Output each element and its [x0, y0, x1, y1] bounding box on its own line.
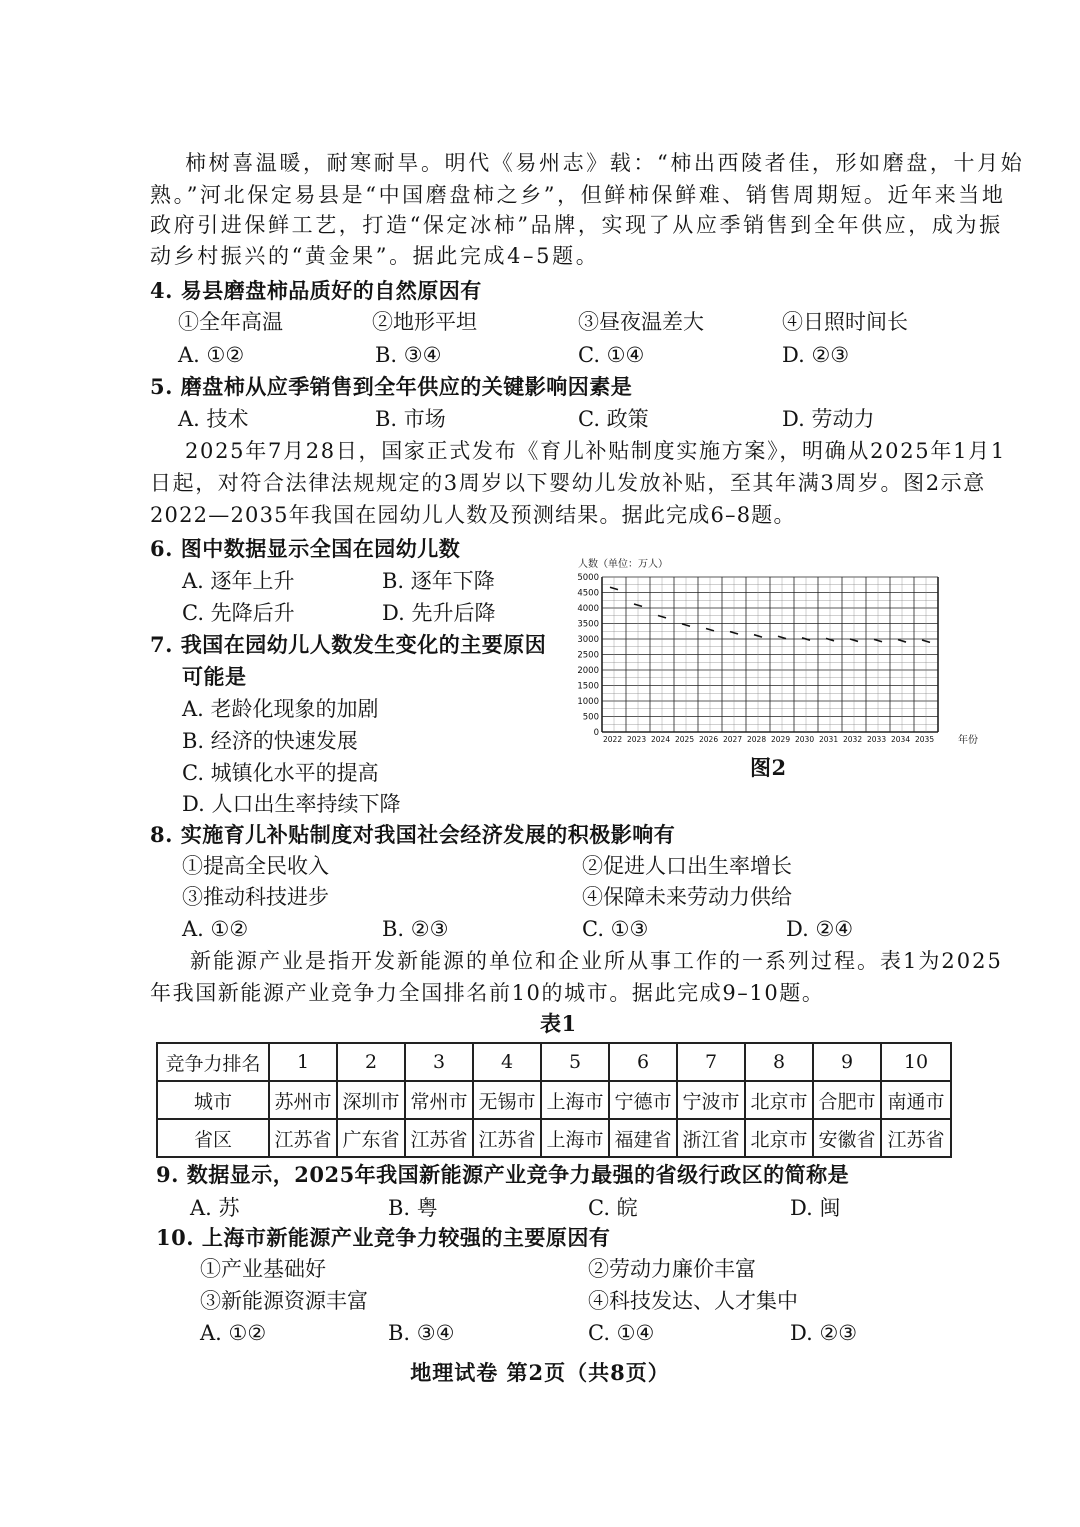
q4-stem: 4. 易县磨盘柿品质好的自然原因有 — [150, 278, 482, 303]
city-cell: 南通市 — [881, 1081, 951, 1119]
y-tick-label: 3000 — [577, 635, 599, 645]
passage2-line1: 2025年7月28日，国家正式发布《育儿补贴制度实施方案》，明确从2025年1月1 — [185, 439, 1006, 463]
row-label: 竞争力排名 — [157, 1043, 269, 1081]
y-tick-label: 4500 — [577, 588, 599, 599]
rank-cell: 4 — [473, 1043, 541, 1081]
q9-choice-b[interactable]: B. 粤 — [388, 1196, 438, 1220]
city-cell: 北京市 — [745, 1081, 813, 1119]
table-row-rank — [157, 1043, 951, 1081]
figure2-caption: 图2 — [750, 755, 787, 780]
rank-cell: 7 — [677, 1043, 745, 1081]
q6-stem: 6. 图中数据显示全国在园幼儿数 — [150, 536, 461, 561]
y-tick-label: 2500 — [577, 650, 599, 661]
q10-choice-a[interactable]: A. ①② — [200, 1321, 267, 1345]
y-tick-label: 4000 — [577, 604, 599, 614]
q10-item-3: ③新能源资源丰富 — [200, 1289, 368, 1313]
city-cell: 上海市 — [541, 1081, 609, 1119]
q8-item-2: ②促进人口出生率增长 — [582, 854, 792, 878]
province-cell: 浙江省 — [677, 1119, 745, 1157]
q4-choice-b[interactable]: B. ③④ — [375, 343, 442, 367]
rank-cell: 2 — [337, 1043, 405, 1081]
q4-choice-d[interactable]: D. ②③ — [782, 343, 850, 367]
q7-choice-c[interactable]: C. 城镇化水平的提高 — [182, 761, 379, 785]
figure2-line-chart — [572, 555, 978, 755]
city-cell: 深圳市 — [337, 1081, 405, 1119]
city-cell: 苏州市 — [269, 1081, 337, 1119]
x-tick-label: 2030 — [795, 735, 815, 744]
passage1-line4: 动乡村振兴的“黄金果”。据此完成4–5题。 — [150, 244, 600, 268]
passage1-line2: 熟。”河北保定易县是“中国磨盘柿之乡”，但鲜柿保鲜难、销售周期短。近年来当地 — [150, 183, 1006, 207]
x-tick-label: 2029 — [771, 735, 791, 744]
y-tick-label: 5000 — [577, 573, 599, 583]
rank-cell: 9 — [813, 1043, 881, 1081]
page-footer: 地理试卷 第2页（共8页） — [410, 1360, 670, 1385]
q7-choice-d[interactable]: D. 人口出生率持续下降 — [182, 792, 401, 816]
rank-cell: 3 — [405, 1043, 473, 1081]
province-cell: 广东省 — [337, 1119, 405, 1157]
city-cell: 无锡市 — [473, 1081, 541, 1119]
rank-cell: 5 — [541, 1043, 609, 1081]
q5-stem: 5. 磨盘柿从应季销售到全年供应的关键影响因素是 — [150, 374, 633, 399]
q8-choice-d[interactable]: D. ②④ — [786, 917, 854, 941]
q6-choice-a[interactable]: A. 逐年上升 — [182, 569, 295, 593]
chart-x-ticks — [603, 735, 934, 744]
x-tick-label: 2024 — [651, 735, 671, 744]
q9-choice-a[interactable]: A. 苏 — [190, 1196, 240, 1220]
x-tick-label: 2031 — [819, 735, 839, 744]
q5-choice-c[interactable]: C. 政策 — [578, 407, 649, 431]
x-tick-label: 2026 — [699, 735, 719, 744]
table1-caption: 表1 — [540, 1011, 577, 1036]
q7-stem-continued: 可能是 — [182, 664, 247, 689]
chart-x-axis-label: 年份 — [958, 735, 978, 746]
passage1-line1: 柿树喜温暖，耐寒耐旱。明代《易州志》载：“柿出西陵者佳，形如磨盘，十月始 — [185, 151, 1025, 175]
passage2-line2: 日起，对符合法律法规规定的3周岁以下婴幼儿发放补贴，至其年满3周岁。图2示意 — [150, 471, 986, 495]
city-cell: 宁德市 — [609, 1081, 677, 1119]
q5-choice-a[interactable]: A. 技术 — [178, 407, 249, 431]
q9-choice-d[interactable]: D. 闽 — [790, 1196, 841, 1220]
passage1-line3: 政府引进保鲜工艺，打造“保定冰柿”品牌，实现了从应季销售到全年供应，成为振 — [150, 213, 1003, 237]
x-tick-label: 2022 — [603, 735, 623, 744]
q5-choice-b[interactable]: B. 市场 — [375, 407, 446, 431]
y-tick-label: 1000 — [577, 697, 599, 707]
passage3-line1: 新能源产业是指开发新能源的单位和企业所从事工作的一系列过程。表1为2025 — [190, 949, 1003, 973]
table1 — [156, 1042, 952, 1158]
q4-choice-c[interactable]: C. ①④ — [578, 343, 645, 367]
y-tick-label: 1500 — [577, 681, 599, 692]
passage2-line3: 2022—2035年我国在园幼儿人数及预测结果。据此完成6–8题。 — [150, 503, 796, 527]
x-tick-label: 2035 — [915, 735, 935, 744]
q10-stem: 10. 上海市新能源产业竞争力较强的主要原因有 — [156, 1225, 611, 1250]
q8-choice-a[interactable]: A. ①② — [182, 917, 249, 941]
y-tick-label: 0 — [593, 728, 599, 738]
y-tick-label: 2000 — [577, 666, 599, 676]
table-row-city — [157, 1081, 951, 1119]
city-cell: 合肥市 — [813, 1081, 881, 1119]
q8-choice-b[interactable]: B. ②③ — [382, 917, 449, 941]
q7-choice-a[interactable]: A. 老龄化现象的加剧 — [182, 697, 379, 721]
province-cell: 江苏省 — [881, 1119, 951, 1157]
x-tick-label: 2028 — [747, 735, 767, 744]
q4-item-4: ④日照时间长 — [782, 310, 908, 334]
q6-choice-b[interactable]: B. 逐年下降 — [382, 569, 495, 593]
row-label: 省区 — [157, 1119, 269, 1157]
province-cell: 上海市 — [541, 1119, 609, 1157]
q4-item-1: ①全年高温 — [178, 310, 283, 334]
rank-cell: 8 — [745, 1043, 813, 1081]
province-cell: 北京市 — [745, 1119, 813, 1157]
province-cell: 江苏省 — [473, 1119, 541, 1157]
q10-choice-d[interactable]: D. ②③ — [790, 1321, 858, 1345]
q8-stem: 8. 实施育儿补贴制度对我国社会经济发展的积极影响有 — [150, 822, 676, 847]
q9-choice-c[interactable]: C. 皖 — [588, 1196, 638, 1220]
q10-item-1: ①产业基础好 — [200, 1257, 326, 1281]
q8-choice-c[interactable]: C. ①③ — [582, 917, 649, 941]
province-cell: 江苏省 — [269, 1119, 337, 1157]
city-cell: 常州市 — [405, 1081, 473, 1119]
province-cell: 江苏省 — [405, 1119, 473, 1157]
x-tick-label: 2033 — [867, 735, 887, 744]
q10-item-4: ④科技发达、人才集中 — [588, 1289, 798, 1313]
x-tick-label: 2027 — [723, 735, 743, 744]
chart-y-ticks — [577, 573, 599, 738]
rank-cell: 10 — [881, 1043, 951, 1081]
row-label: 城市 — [157, 1081, 269, 1119]
x-tick-label: 2032 — [843, 735, 863, 744]
rank-cell: 1 — [269, 1043, 337, 1081]
rank-cell: 6 — [609, 1043, 677, 1081]
q9-stem: 9. 数据显示，2025年我国新能源产业竞争力最强的省级行政区的简称是 — [156, 1162, 850, 1187]
city-cell: 宁波市 — [677, 1081, 745, 1119]
x-tick-label: 2034 — [891, 735, 911, 744]
q10-item-2: ②劳动力廉价丰富 — [588, 1257, 756, 1281]
x-tick-label: 2025 — [675, 735, 695, 744]
q10-choice-c[interactable]: C. ①④ — [588, 1321, 655, 1345]
q8-item-4: ④保障未来劳动力供给 — [582, 885, 792, 909]
passage3-line2: 年我国新能源产业竞争力全国排名前10的城市。据此完成9–10题。 — [150, 981, 825, 1005]
q7-stem: 7. 我国在园幼儿人数发生变化的主要原因 — [150, 632, 547, 657]
q5-choice-d[interactable]: D. 劳动力 — [782, 407, 875, 431]
q4-choice-a[interactable]: A. ①② — [178, 343, 245, 367]
q10-choice-b[interactable]: B. ③④ — [388, 1321, 455, 1345]
province-cell: 福建省 — [609, 1119, 677, 1157]
q6-choice-d[interactable]: D. 先升后降 — [382, 601, 496, 625]
q4-item-3: ③昼夜温差大 — [578, 310, 704, 334]
chart-grid — [602, 577, 938, 732]
q8-item-3: ③推动科技进步 — [182, 885, 329, 909]
x-tick-label: 2023 — [627, 735, 647, 744]
y-tick-label: 500 — [582, 712, 599, 723]
chart-y-axis-label: 人数（单位：万人） — [578, 559, 668, 570]
q7-choice-b[interactable]: B. 经济的快速发展 — [182, 729, 358, 753]
q6-choice-c[interactable]: C. 先降后升 — [182, 601, 295, 625]
q4-item-2: ②地形平坦 — [372, 310, 477, 334]
table-row-province — [157, 1119, 951, 1157]
province-cell: 安徽省 — [813, 1119, 881, 1157]
q8-item-1: ①提高全民收入 — [182, 854, 329, 878]
y-tick-label: 3500 — [577, 619, 599, 630]
